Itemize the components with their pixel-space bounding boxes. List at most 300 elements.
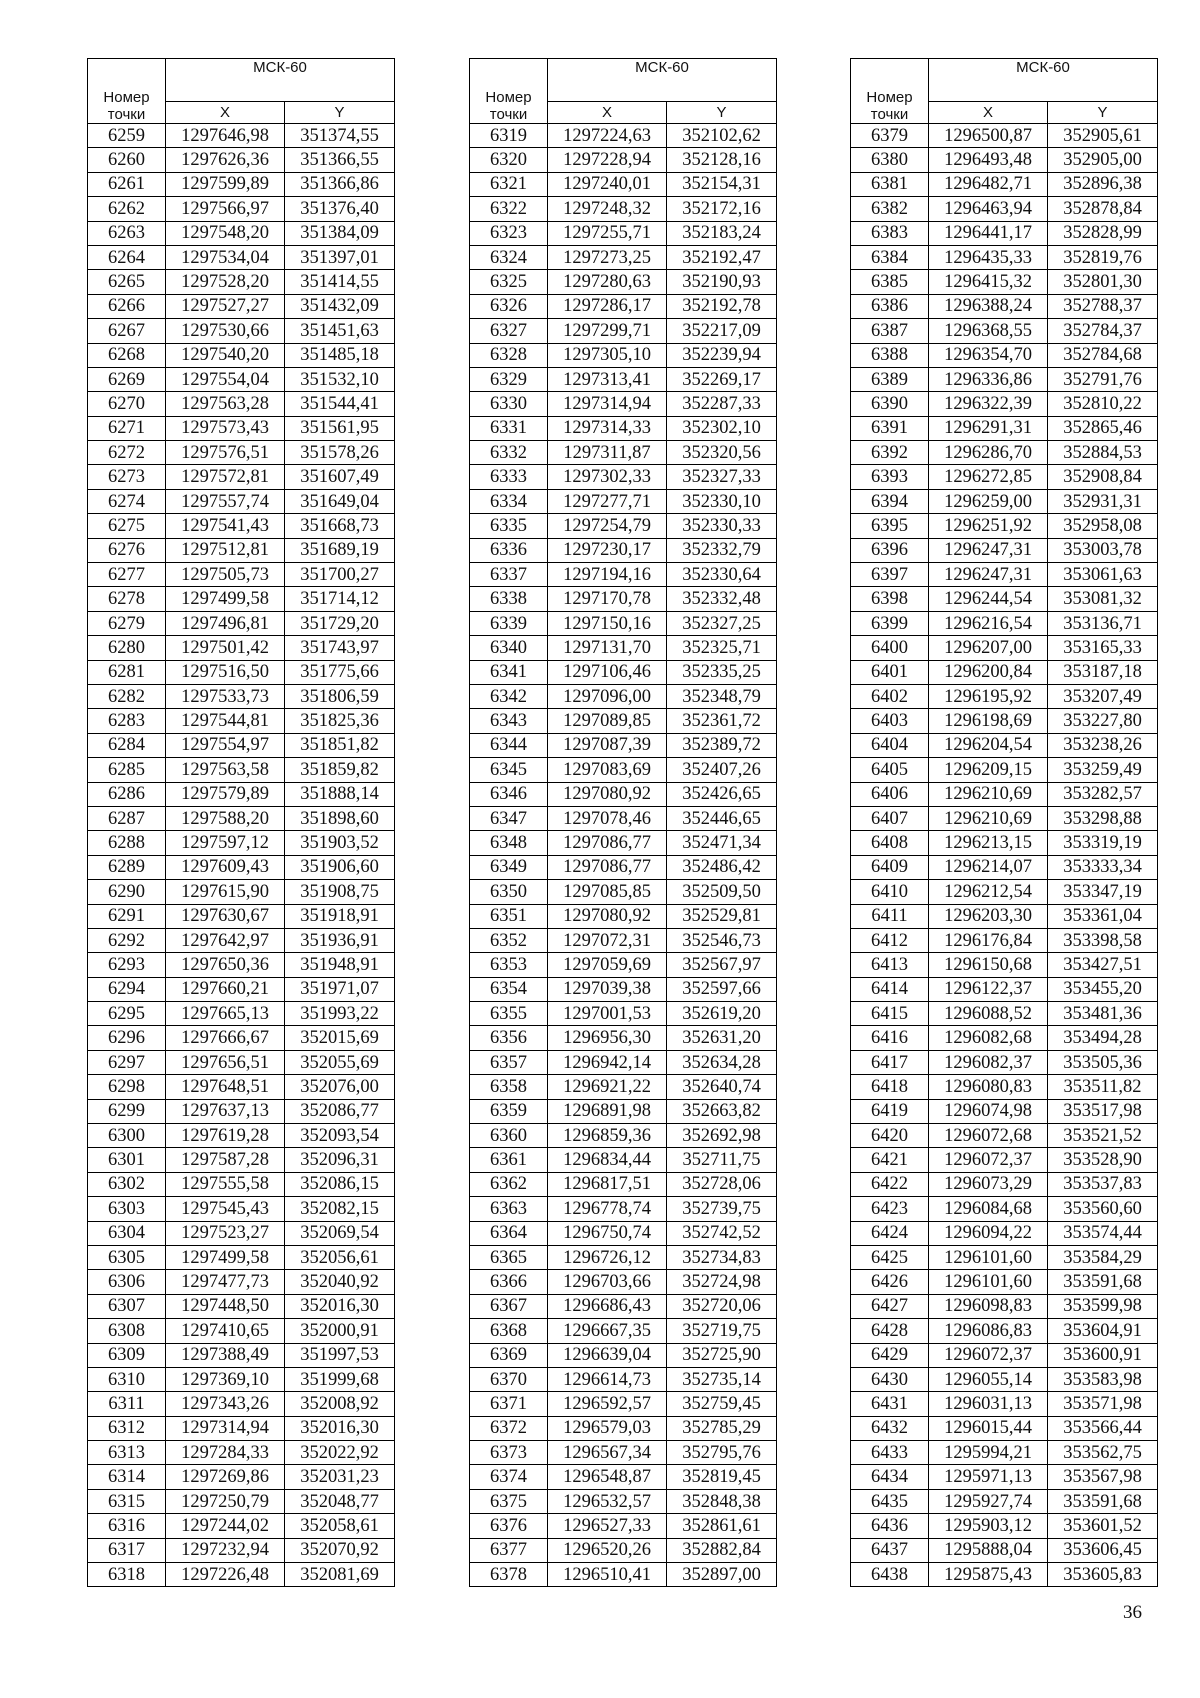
table-row	[88, 1002, 395, 1026]
point-number-cell: 6365	[470, 1245, 548, 1269]
table-row	[851, 270, 1158, 294]
table-body	[470, 124, 777, 1587]
x-coordinate-cell: 1296247,31	[929, 563, 1048, 587]
point-number-cell: 6418	[851, 1075, 929, 1099]
table-row	[851, 343, 1158, 367]
x-coordinate-cell: 1296074,98	[929, 1099, 1048, 1123]
point-number-cell: 6293	[88, 953, 166, 977]
point-number-cell: 6312	[88, 1416, 166, 1440]
y-coordinate-cell: 353187,18	[1048, 660, 1158, 684]
point-number-cell: 6268	[88, 343, 166, 367]
table-row	[88, 1270, 395, 1294]
x-coordinate-cell: 1297001,53	[548, 1002, 667, 1026]
table-row	[88, 1514, 395, 1538]
x-coordinate-cell: 1296216,54	[929, 611, 1048, 635]
point-number-cell: 6329	[470, 367, 548, 391]
x-coordinate-cell: 1297078,46	[548, 806, 667, 830]
x-coordinate-cell: 1297286,17	[548, 294, 667, 318]
y-coordinate-cell: 352446,65	[667, 806, 777, 830]
table-row	[88, 758, 395, 782]
point-number-cell: 6336	[470, 538, 548, 562]
y-coordinate-cell: 353605,83	[1048, 1563, 1158, 1587]
point-number-cell: 6350	[470, 880, 548, 904]
point-number-cell: 6279	[88, 611, 166, 635]
point-number-cell: 6362	[470, 1172, 548, 1196]
table-row	[470, 367, 777, 391]
table-row	[851, 148, 1158, 172]
y-coordinate-cell: 352734,83	[667, 1245, 777, 1269]
point-number-cell: 6352	[470, 928, 548, 952]
x-coordinate-cell: 1296956,30	[548, 1026, 667, 1050]
point-number-cell: 6391	[851, 416, 929, 440]
point-number-cell: 6424	[851, 1221, 929, 1245]
x-coordinate-cell: 1296031,13	[929, 1392, 1048, 1416]
point-number-cell: 6267	[88, 319, 166, 343]
table-row	[470, 1050, 777, 1074]
table-row	[851, 1441, 1158, 1465]
y-coordinate-cell: 353427,51	[1048, 953, 1158, 977]
y-coordinate-cell: 353560,60	[1048, 1197, 1158, 1221]
point-number-cell: 6429	[851, 1343, 929, 1367]
y-coordinate-cell: 352735,14	[667, 1367, 777, 1391]
table-row	[470, 1197, 777, 1221]
table-row	[88, 1563, 395, 1587]
table-row	[470, 1514, 777, 1538]
point-number-cell: 6393	[851, 465, 929, 489]
point-number-cell: 6319	[470, 124, 548, 148]
table-row	[88, 1441, 395, 1465]
x-coordinate-cell: 1297314,33	[548, 416, 667, 440]
x-coordinate-cell: 1296210,69	[929, 782, 1048, 806]
table-row	[88, 441, 395, 465]
x-coordinate-cell: 1296891,98	[548, 1099, 667, 1123]
y-coordinate-cell: 352663,82	[667, 1099, 777, 1123]
y-coordinate-cell: 351384,09	[285, 221, 395, 245]
table-row	[470, 1002, 777, 1026]
x-coordinate-cell: 1297656,51	[166, 1050, 285, 1074]
y-coordinate-cell: 351729,20	[285, 611, 395, 635]
point-number-cell: 6389	[851, 367, 929, 391]
table-row	[470, 1489, 777, 1513]
table-row	[88, 684, 395, 708]
point-number-cell: 6291	[88, 904, 166, 928]
point-number-cell: 6321	[470, 172, 548, 196]
x-coordinate-cell: 1296354,70	[929, 343, 1048, 367]
table-row	[88, 660, 395, 684]
y-coordinate-cell: 352128,16	[667, 148, 777, 172]
x-coordinate-cell: 1296726,12	[548, 1245, 667, 1269]
y-coordinate-cell: 352788,37	[1048, 294, 1158, 318]
point-number-cell: 6399	[851, 611, 929, 635]
y-coordinate-cell: 352634,28	[667, 1050, 777, 1074]
point-number-cell: 6379	[851, 124, 929, 148]
header-x: X	[166, 102, 285, 124]
y-coordinate-cell: 352287,33	[667, 392, 777, 416]
x-coordinate-cell: 1296667,35	[548, 1319, 667, 1343]
y-coordinate-cell: 352848,38	[667, 1489, 777, 1513]
table-row	[470, 538, 777, 562]
x-coordinate-cell: 1297646,98	[166, 124, 285, 148]
x-coordinate-cell: 1297106,46	[548, 660, 667, 684]
point-number-cell: 6372	[470, 1416, 548, 1440]
point-number-cell: 6278	[88, 587, 166, 611]
x-coordinate-cell: 1296200,84	[929, 660, 1048, 684]
point-number-cell: 6305	[88, 1245, 166, 1269]
y-coordinate-cell: 353505,36	[1048, 1050, 1158, 1074]
point-number-cell: 6368	[470, 1319, 548, 1343]
table-row	[851, 611, 1158, 635]
table-row	[851, 709, 1158, 733]
x-coordinate-cell: 1296244,54	[929, 587, 1048, 611]
point-number-cell: 6437	[851, 1538, 929, 1562]
table-row	[470, 611, 777, 635]
point-number-cell: 6358	[470, 1075, 548, 1099]
table-row	[470, 1075, 777, 1099]
x-coordinate-cell: 1297527,27	[166, 294, 285, 318]
table-row	[851, 855, 1158, 879]
table-row	[470, 1441, 777, 1465]
point-number-cell: 6284	[88, 733, 166, 757]
x-coordinate-cell: 1297131,70	[548, 636, 667, 660]
x-coordinate-cell: 1297273,25	[548, 245, 667, 269]
x-coordinate-cell: 1297194,16	[548, 563, 667, 587]
y-coordinate-cell: 353591,68	[1048, 1270, 1158, 1294]
y-coordinate-cell: 351775,66	[285, 660, 395, 684]
y-coordinate-cell: 353567,98	[1048, 1465, 1158, 1489]
header-coordinate-system: МСК-60	[166, 59, 395, 102]
y-coordinate-cell: 351999,68	[285, 1367, 395, 1391]
y-coordinate-cell: 352070,92	[285, 1538, 395, 1562]
point-number-cell: 6265	[88, 270, 166, 294]
y-coordinate-cell: 352330,10	[667, 489, 777, 513]
table-row	[851, 172, 1158, 196]
point-number-cell: 6345	[470, 758, 548, 782]
y-coordinate-cell: 352728,06	[667, 1172, 777, 1196]
x-coordinate-cell: 1296204,54	[929, 733, 1048, 757]
point-number-cell: 6417	[851, 1050, 929, 1074]
y-coordinate-cell: 352058,61	[285, 1514, 395, 1538]
point-number-cell: 6330	[470, 392, 548, 416]
y-coordinate-cell: 352217,09	[667, 319, 777, 343]
point-number-cell: 6314	[88, 1465, 166, 1489]
x-coordinate-cell: 1297573,43	[166, 416, 285, 440]
x-coordinate-cell: 1297557,74	[166, 489, 285, 513]
x-coordinate-cell: 1295994,21	[929, 1441, 1048, 1465]
x-coordinate-cell: 1296441,17	[929, 221, 1048, 245]
point-number-cell: 6295	[88, 1002, 166, 1026]
point-number-cell: 6333	[470, 465, 548, 489]
y-coordinate-cell: 352086,15	[285, 1172, 395, 1196]
point-number-cell: 6301	[88, 1148, 166, 1172]
table-row	[851, 660, 1158, 684]
x-coordinate-cell: 1296435,33	[929, 245, 1048, 269]
x-coordinate-cell: 1297548,20	[166, 221, 285, 245]
x-coordinate-cell: 1297277,71	[548, 489, 667, 513]
point-number-cell: 6298	[88, 1075, 166, 1099]
y-coordinate-cell: 352302,10	[667, 416, 777, 440]
table-row	[470, 831, 777, 855]
x-coordinate-cell: 1297230,17	[548, 538, 667, 562]
point-number-cell: 6260	[88, 148, 166, 172]
table-row	[851, 221, 1158, 245]
point-number-cell: 6348	[470, 831, 548, 855]
point-number-cell: 6275	[88, 514, 166, 538]
header-point-number: Номер точки	[88, 59, 166, 124]
table-row	[851, 1563, 1158, 1587]
y-coordinate-cell: 353604,91	[1048, 1319, 1158, 1343]
y-coordinate-cell: 351376,40	[285, 197, 395, 221]
table-row	[88, 928, 395, 952]
x-coordinate-cell: 1295903,12	[929, 1514, 1048, 1538]
x-coordinate-cell: 1296548,87	[548, 1465, 667, 1489]
point-number-cell: 6311	[88, 1392, 166, 1416]
x-coordinate-cell: 1297255,71	[548, 221, 667, 245]
point-number-cell: 6306	[88, 1270, 166, 1294]
x-coordinate-cell: 1296098,83	[929, 1294, 1048, 1318]
point-number-cell: 6280	[88, 636, 166, 660]
table-row	[851, 1538, 1158, 1562]
y-coordinate-cell: 352320,56	[667, 441, 777, 465]
point-number-cell: 6419	[851, 1099, 929, 1123]
table-row	[88, 1416, 395, 1440]
point-number-cell: 6343	[470, 709, 548, 733]
x-coordinate-cell: 1297576,51	[166, 441, 285, 465]
point-number-cell: 6378	[470, 1563, 548, 1587]
x-coordinate-cell: 1296210,69	[929, 806, 1048, 830]
point-number-cell: 6308	[88, 1319, 166, 1343]
header-point-number: Номер точки	[470, 59, 548, 124]
x-coordinate-cell: 1296073,29	[929, 1172, 1048, 1196]
point-number-cell: 6431	[851, 1392, 929, 1416]
x-coordinate-cell: 1296247,31	[929, 538, 1048, 562]
y-coordinate-cell: 352546,73	[667, 928, 777, 952]
table-row	[88, 709, 395, 733]
point-number-cell: 6383	[851, 221, 929, 245]
point-number-cell: 6370	[470, 1367, 548, 1391]
table-row	[851, 1172, 1158, 1196]
x-coordinate-cell: 1297170,78	[548, 587, 667, 611]
point-number-cell: 6286	[88, 782, 166, 806]
table-row	[851, 928, 1158, 952]
y-coordinate-cell: 352878,84	[1048, 197, 1158, 221]
x-coordinate-cell: 1296686,43	[548, 1294, 667, 1318]
point-number-cell: 6317	[88, 1538, 166, 1562]
y-coordinate-cell: 351578,26	[285, 441, 395, 465]
y-coordinate-cell: 352048,77	[285, 1489, 395, 1513]
y-coordinate-cell: 353584,29	[1048, 1245, 1158, 1269]
y-coordinate-cell: 351366,55	[285, 148, 395, 172]
x-coordinate-cell: 1296942,14	[548, 1050, 667, 1074]
header-point-number: Номер точки	[851, 59, 929, 124]
x-coordinate-cell: 1296322,39	[929, 392, 1048, 416]
x-coordinate-cell: 1296251,92	[929, 514, 1048, 538]
point-number-cell: 6307	[88, 1294, 166, 1318]
point-number-cell: 6269	[88, 367, 166, 391]
x-coordinate-cell: 1296921,22	[548, 1075, 667, 1099]
x-coordinate-cell: 1296482,71	[929, 172, 1048, 196]
y-coordinate-cell: 353398,58	[1048, 928, 1158, 952]
point-number-cell: 6326	[470, 294, 548, 318]
y-coordinate-cell: 353521,52	[1048, 1124, 1158, 1148]
y-coordinate-cell: 353347,19	[1048, 880, 1158, 904]
point-number-cell: 6271	[88, 416, 166, 440]
table-row	[88, 1050, 395, 1074]
y-coordinate-cell: 351668,73	[285, 514, 395, 538]
table-row	[470, 709, 777, 733]
x-coordinate-cell: 1297626,36	[166, 148, 285, 172]
table-row	[851, 1099, 1158, 1123]
y-coordinate-cell: 352631,20	[667, 1026, 777, 1050]
x-coordinate-cell: 1296500,87	[929, 124, 1048, 148]
point-number-cell: 6427	[851, 1294, 929, 1318]
y-coordinate-cell: 353081,32	[1048, 587, 1158, 611]
y-coordinate-cell: 352183,24	[667, 221, 777, 245]
x-coordinate-cell: 1297540,20	[166, 343, 285, 367]
x-coordinate-cell: 1297269,86	[166, 1465, 285, 1489]
x-coordinate-cell: 1296579,03	[548, 1416, 667, 1440]
table-row	[851, 1343, 1158, 1367]
y-coordinate-cell: 352784,37	[1048, 319, 1158, 343]
y-coordinate-cell: 353238,26	[1048, 733, 1158, 757]
table-row	[851, 197, 1158, 221]
y-coordinate-cell: 352931,31	[1048, 489, 1158, 513]
y-coordinate-cell: 352759,45	[667, 1392, 777, 1416]
point-number-cell: 6340	[470, 636, 548, 660]
y-coordinate-cell: 353528,90	[1048, 1148, 1158, 1172]
y-coordinate-cell: 353361,04	[1048, 904, 1158, 928]
table-row	[851, 392, 1158, 416]
x-coordinate-cell: 1297072,31	[548, 928, 667, 952]
point-number-cell: 6413	[851, 953, 929, 977]
table-row	[851, 441, 1158, 465]
table-row	[470, 514, 777, 538]
point-number-cell: 6274	[88, 489, 166, 513]
table-row	[88, 1197, 395, 1221]
table-row	[470, 1392, 777, 1416]
table-row	[470, 782, 777, 806]
table-row	[88, 831, 395, 855]
point-number-cell: 6373	[470, 1441, 548, 1465]
y-coordinate-cell: 351414,55	[285, 270, 395, 294]
table-row	[470, 1538, 777, 1562]
y-coordinate-cell: 352896,38	[1048, 172, 1158, 196]
point-number-cell: 6412	[851, 928, 929, 952]
y-coordinate-cell: 352724,98	[667, 1270, 777, 1294]
y-coordinate-cell: 353481,36	[1048, 1002, 1158, 1026]
x-coordinate-cell: 1297666,67	[166, 1026, 285, 1050]
table-row	[851, 1514, 1158, 1538]
table-row	[470, 319, 777, 343]
x-coordinate-cell: 1297083,69	[548, 758, 667, 782]
x-coordinate-cell: 1296510,41	[548, 1563, 667, 1587]
y-coordinate-cell: 352076,00	[285, 1075, 395, 1099]
x-coordinate-cell: 1296082,37	[929, 1050, 1048, 1074]
table-row	[88, 563, 395, 587]
table-row	[851, 977, 1158, 1001]
y-coordinate-cell: 352022,92	[285, 1441, 395, 1465]
point-number-cell: 6313	[88, 1441, 166, 1465]
y-coordinate-cell: 351806,59	[285, 684, 395, 708]
table-row	[470, 1172, 777, 1196]
table-row	[88, 611, 395, 635]
x-coordinate-cell: 1296750,74	[548, 1221, 667, 1245]
point-number-cell: 6294	[88, 977, 166, 1001]
y-coordinate-cell: 353599,98	[1048, 1294, 1158, 1318]
point-number-cell: 6435	[851, 1489, 929, 1513]
y-coordinate-cell: 352742,52	[667, 1221, 777, 1245]
x-coordinate-cell: 1297089,85	[548, 709, 667, 733]
y-coordinate-cell: 351936,91	[285, 928, 395, 952]
y-coordinate-cell: 352154,31	[667, 172, 777, 196]
table-row	[88, 294, 395, 318]
table-row	[470, 1319, 777, 1343]
x-coordinate-cell: 1296055,14	[929, 1367, 1048, 1391]
x-coordinate-cell: 1297544,81	[166, 709, 285, 733]
x-coordinate-cell: 1297554,97	[166, 733, 285, 757]
table-row	[470, 977, 777, 1001]
y-coordinate-cell: 352172,16	[667, 197, 777, 221]
y-coordinate-cell: 351918,91	[285, 904, 395, 928]
y-coordinate-cell: 351898,60	[285, 806, 395, 830]
y-coordinate-cell: 351397,01	[285, 245, 395, 269]
table-row	[88, 1319, 395, 1343]
y-coordinate-cell: 351908,75	[285, 880, 395, 904]
y-coordinate-cell: 353583,98	[1048, 1367, 1158, 1391]
table-body	[88, 124, 395, 1587]
table-row	[470, 343, 777, 367]
point-number-cell: 6303	[88, 1197, 166, 1221]
table-row	[88, 733, 395, 757]
point-number-cell: 6415	[851, 1002, 929, 1026]
x-coordinate-cell: 1297388,49	[166, 1343, 285, 1367]
table-row	[470, 148, 777, 172]
table-row	[88, 782, 395, 806]
table-row	[851, 1489, 1158, 1513]
y-coordinate-cell: 352819,45	[667, 1465, 777, 1489]
x-coordinate-cell: 1296198,69	[929, 709, 1048, 733]
table-row	[851, 1221, 1158, 1245]
y-coordinate-cell: 353566,44	[1048, 1416, 1158, 1440]
y-coordinate-cell: 351485,18	[285, 343, 395, 367]
y-coordinate-cell: 351561,95	[285, 416, 395, 440]
point-number-cell: 6407	[851, 806, 929, 830]
point-number-cell: 6410	[851, 880, 929, 904]
x-coordinate-cell: 1297566,97	[166, 197, 285, 221]
y-coordinate-cell: 352069,54	[285, 1221, 395, 1245]
y-coordinate-cell: 353207,49	[1048, 684, 1158, 708]
y-coordinate-cell: 352008,92	[285, 1392, 395, 1416]
x-coordinate-cell: 1296072,68	[929, 1124, 1048, 1148]
y-coordinate-cell: 353319,19	[1048, 831, 1158, 855]
y-coordinate-cell: 353537,83	[1048, 1172, 1158, 1196]
point-number-cell: 6366	[470, 1270, 548, 1294]
coordinates-table-2	[469, 58, 777, 1587]
y-coordinate-cell: 352801,30	[1048, 270, 1158, 294]
point-number-cell: 6425	[851, 1245, 929, 1269]
y-coordinate-cell: 351700,27	[285, 563, 395, 587]
x-coordinate-cell: 1295888,04	[929, 1538, 1048, 1562]
point-number-cell: 6300	[88, 1124, 166, 1148]
table-row	[88, 1465, 395, 1489]
y-coordinate-cell: 351649,04	[285, 489, 395, 513]
x-coordinate-cell: 1297226,48	[166, 1563, 285, 1587]
y-coordinate-cell: 352861,61	[667, 1514, 777, 1538]
x-coordinate-cell: 1297499,58	[166, 1245, 285, 1269]
x-coordinate-cell: 1296859,36	[548, 1124, 667, 1148]
table-row	[851, 880, 1158, 904]
y-coordinate-cell: 351432,09	[285, 294, 395, 318]
y-coordinate-cell: 352426,65	[667, 782, 777, 806]
